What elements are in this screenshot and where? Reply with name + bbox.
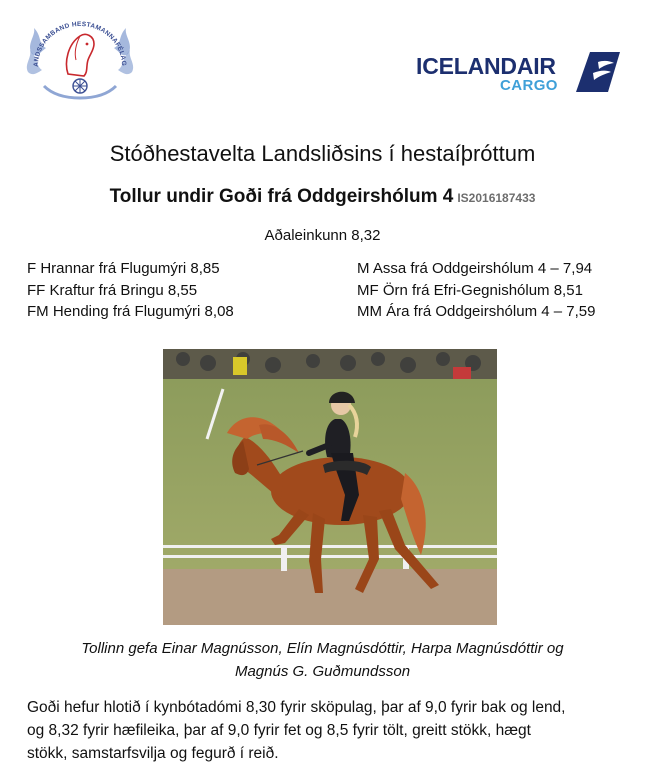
stallion-heading	[0, 184, 645, 211]
pedigree-line: MF Örn frá Efri-Gegnishólum 8,51	[357, 281, 583, 299]
horse-head-emblem-icon	[24, 14, 136, 104]
icelandair-cargo-logo	[416, 50, 620, 94]
stallion-name: Tollur undir Goði frá Oddgeirshólum 4	[109, 186, 454, 207]
svg-text:LANDSSAMBAND HESTAMANNAFÉLAGA: ANDSSAMBAND HESTAMANNAFÉLAG	[32, 20, 128, 67]
page-title: Stóðhestavelta Landsliðsins í hestaíþróttum	[109, 141, 536, 166]
assessment-paragraph	[27, 696, 637, 765]
pedigree-line: MM Ára frá Oddgeirshólum 4 – 7,59	[357, 303, 596, 320]
brand-name: ICELANDAIR	[416, 53, 556, 79]
icelandair-tail-mark-icon	[576, 52, 620, 92]
pedigree-line: FF Kraftur frá Bringu 8,55	[27, 281, 198, 299]
pedigree-line: F Hrannar frá Flugumýri 8,85	[27, 260, 220, 277]
brand-sub: CARGO	[500, 77, 558, 94]
federation-logo	[24, 14, 136, 104]
body-line: stökk, samstarfsvilja og fegurð í reið.	[27, 745, 279, 762]
pedigree-dam-side	[357, 258, 595, 323]
pedigree-line: M Assa frá Oddgeirshólum 4 – 7,94	[357, 260, 593, 277]
body-line: Goði hefur hlotið í kynbótadómi 8,30 fyrir sköpulag, þar af 9,0 fyrir bak og lend,	[27, 699, 566, 716]
photo-caption	[0, 637, 645, 683]
caption-line: Tollinn gefa Einar Magnússon, Elín Magnúsdóttir, Harpa Magnúsdóttir og	[81, 640, 564, 657]
pedigree-sire-side	[27, 258, 234, 323]
caption-line: Magnús G. Guðmundsson	[234, 663, 411, 680]
total-score: Aðaleinkunn 8,32	[264, 227, 381, 244]
horse-rider-photo	[163, 349, 497, 625]
registration-number: IS2016187433	[457, 191, 536, 205]
pedigree-line: FM Hending frá Flugumýri 8,08	[27, 303, 234, 320]
body-line: og 8,32 fyrir hæfileika, þar af 9,0 fyrir fet og 8,5 fyrir tölt, greitt stökk, hægt	[27, 722, 531, 739]
